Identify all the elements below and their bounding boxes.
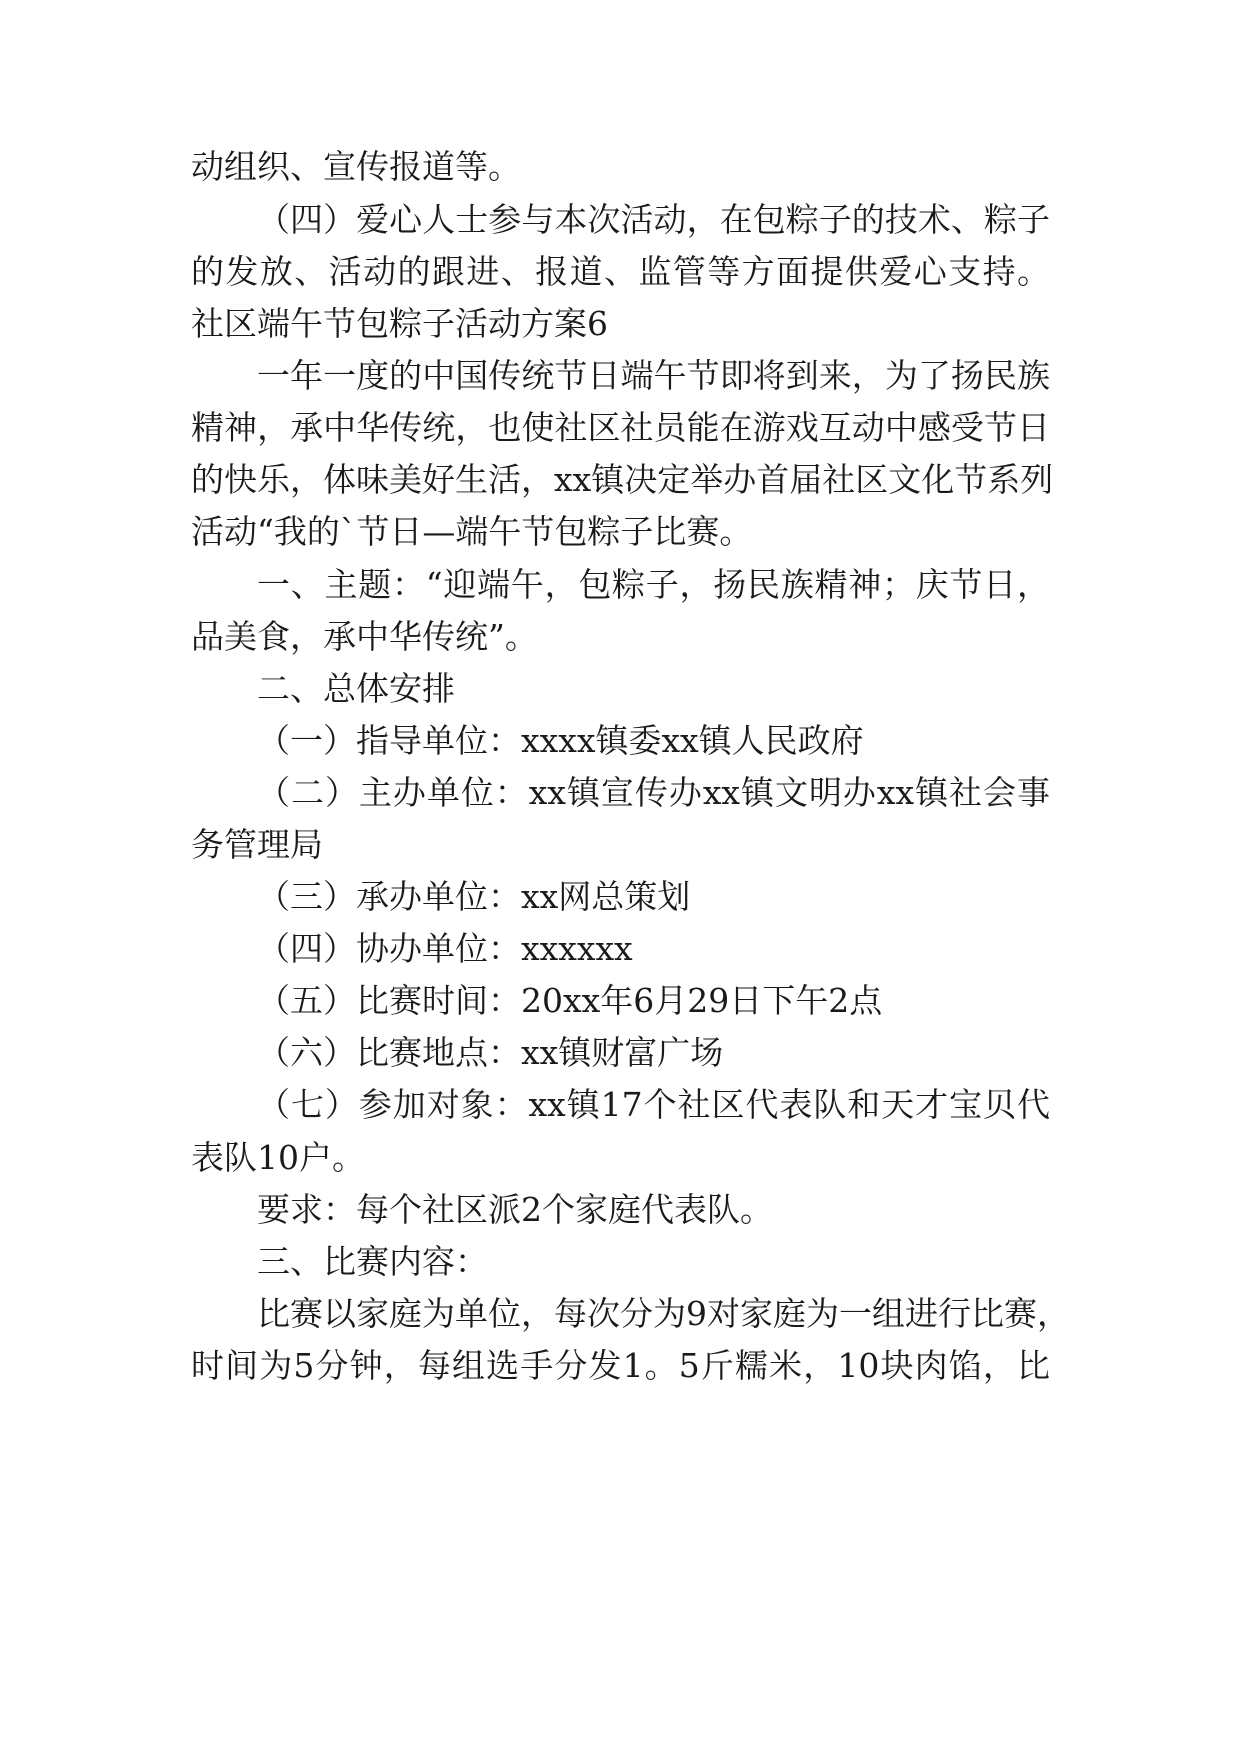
text-line: 动组织、宣传报道等。 xyxy=(191,147,521,186)
text-line: 活动“我的`节日—端午节包粽子比赛。 xyxy=(191,512,753,551)
text-line: 精神，承中华传统，也使社区社员能在游戏互动中感受节日 xyxy=(191,408,1050,447)
text-line: （六）比赛地点：xx镇财富广场 xyxy=(257,1033,724,1072)
text-line: 品美食，承中华传统”。 xyxy=(191,617,538,656)
text-line: 要求：每个社区派2个家庭代表队。 xyxy=(257,1190,773,1229)
text-line: 三、比赛内容： xyxy=(257,1242,488,1281)
text-line: 一年一度的中国传统节日端午节即将到来，为了扬民族 xyxy=(257,356,1050,395)
text-line: （七）参加对象：xx镇17个社区代表队和天才宝贝代 xyxy=(257,1085,1050,1124)
text-line: 比赛以家庭为单位，每次分为9对家庭为一组进行比赛， xyxy=(257,1294,1070,1333)
text-line: （四）协办单位：xxxxxx xyxy=(257,929,633,968)
text-line: 表队10户。 xyxy=(191,1138,365,1177)
text-line: 的快乐，体味美好生活，xx镇决定举办首届社区文化节系列 xyxy=(191,460,1054,499)
section-heading: 社区端午节包粽子活动方案6 xyxy=(191,304,608,343)
text-line: 时间为5分钟，每组选手分发1。5斤糯米，10块肉馅，比 xyxy=(191,1346,1050,1385)
text-line: （五）比赛时间：20xx年6月29日下午2点 xyxy=(257,981,883,1020)
text-line: 一、主题：“迎端午，包粽子，扬民族精神；庆节日， xyxy=(257,565,1050,604)
text-line: （二）主办单位：xx镇宣传办xx镇文明办xx镇社会事 xyxy=(257,773,1050,812)
text-line: （三）承办单位：xx网总策划 xyxy=(257,877,691,916)
text-line: （四）爱心人士参与本次活动，在包粽子的技术、粽子 xyxy=(257,200,1050,239)
text-line: 的发放、活动的跟进、报道、监管等方面提供爱心支持。 xyxy=(191,252,1050,291)
text-line: 二、总体安排 xyxy=(257,669,455,708)
text-line: （一）指导单位：xxxx镇委xx镇人民政府 xyxy=(257,721,864,760)
text-line: 务管理局 xyxy=(191,825,323,864)
